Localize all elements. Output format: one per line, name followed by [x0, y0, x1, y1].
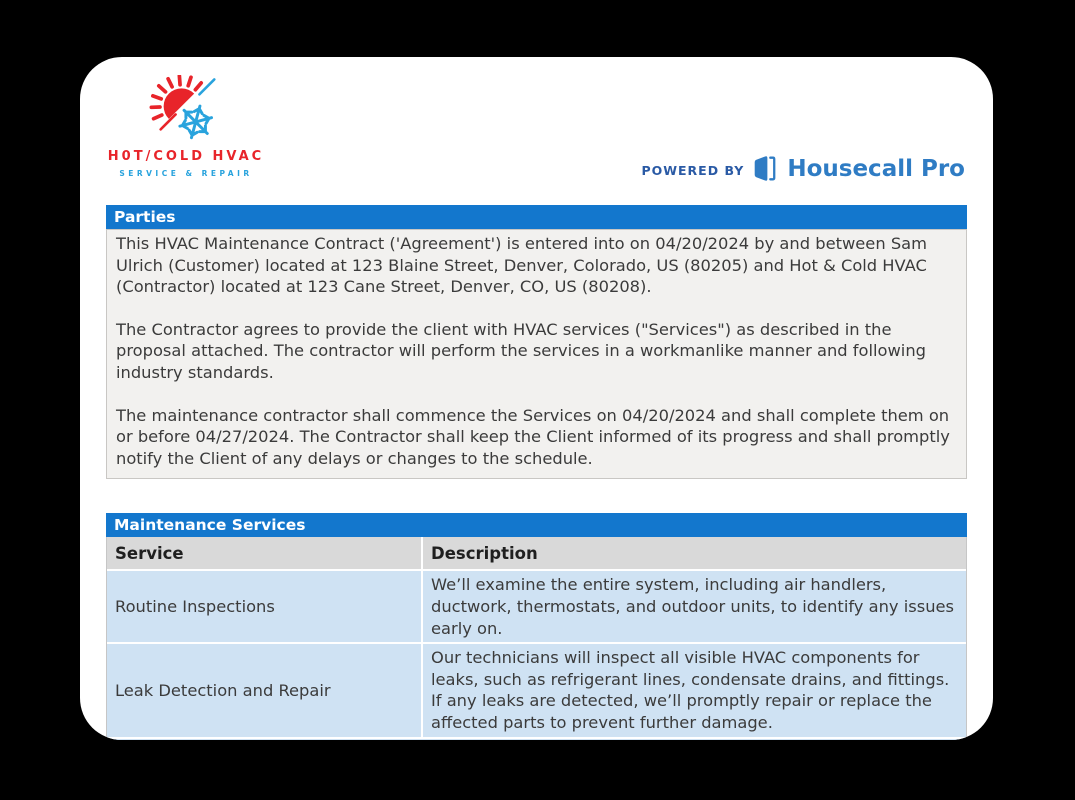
service-cell: Leak Detection and Repair	[107, 644, 421, 738]
table-row	[107, 644, 966, 738]
section-spacer	[106, 479, 967, 513]
parties-paragraph: The Contractor agrees to provide the client with HVAC services ("Services") as described in the proposal attached. The contractor will perform the services in a workmanlike manner and following industry standards.	[116, 319, 926, 382]
clipped-next-row	[107, 739, 966, 741]
service-cell: Routine Inspections	[107, 571, 421, 644]
logo-tagline: SERVICE & REPAIR	[119, 169, 253, 178]
hot-cold-hvac-logo	[108, 75, 264, 178]
powered-by-label: POWERED BY	[641, 162, 745, 178]
parties-section-body	[106, 229, 967, 479]
logo-wordmark: H0T/COLD HVAC	[107, 149, 265, 164]
housecall-pro-icon	[753, 155, 778, 182]
contract-document-card	[80, 57, 993, 740]
service-column-header: Service	[107, 537, 421, 571]
parties-paragraph: The maintenance contractor shall commence the Services on 04/20/2024 and shall complete them on or before 04/27/2024. The Contractor shall keep the Client informed of its progress and shall promptly notify the Client of any delays or changes to the schedule.	[116, 405, 950, 468]
maintenance-services-section-header: Maintenance Services	[106, 513, 967, 537]
table-row	[107, 571, 966, 644]
description-cell: Our technicians will inspect all visible HVAC components for leaks, such as refrigerant lines, condensate drains, and fittings. If any leaks are detected, we’ll promptly repair or replace the affected parts to prevent further damage.	[421, 644, 966, 738]
table-header-row	[107, 537, 966, 571]
description-cell: We’ll examine the entire system, including air handlers, ductwork, thermostats, and outdoor units, to identify any issues early on.	[421, 571, 966, 644]
housecall-pro-wordmark: Housecall Pro	[787, 155, 965, 182]
maintenance-services-table	[106, 537, 967, 740]
document-header	[106, 57, 967, 205]
parties-section-header: Parties	[106, 205, 967, 229]
powered-by-housecall-pro	[641, 155, 965, 182]
parties-paragraph: This HVAC Maintenance Contract ('Agreement') is entered into on 04/20/2024 by and between Sam Ulrich (Customer) located at 123 Blaine Street, Denver, Colorado, US (80205) and Hot & Cold HVAC (Contractor) located at 123 Cane Street, Denver, CO, US (80208).	[116, 234, 927, 297]
sun-snowflake-icon	[145, 75, 227, 145]
description-column-header: Description	[421, 537, 966, 571]
